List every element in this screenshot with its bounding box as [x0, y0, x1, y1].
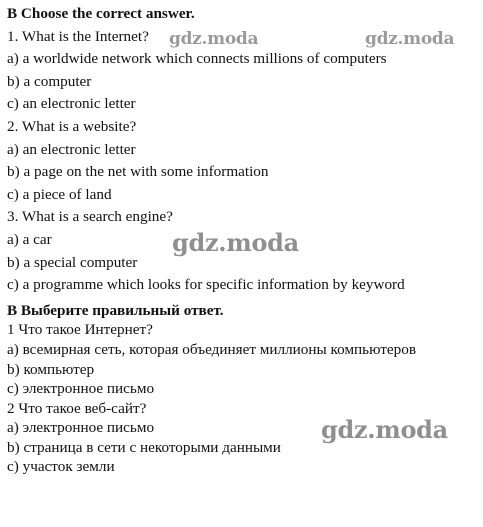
ru-question-2-option-c: c) участок земли: [7, 458, 115, 476]
english-heading: B Choose the correct answer.: [7, 5, 195, 22]
question-2-option-a: a) an electronic letter: [7, 140, 136, 158]
russian-exercise: [7, 301, 477, 477]
ru-question-2-option-a: a) электронное письмо: [7, 419, 155, 437]
ru-question-2: 2 Что такое веб-сайт?: [7, 399, 147, 417]
question-2-option-b: b) a page on the net with some information: [7, 163, 269, 181]
ru-question-2-option-b: b) страница в сети с некоторыми данными: [7, 438, 281, 456]
question-2: 2. What is a website?: [7, 117, 137, 135]
ru-question-1-option-c: c) электронное письмо: [7, 380, 155, 398]
question-3-option-b: b) a special computer: [7, 253, 138, 271]
question-3-option-c: c) a programme which looks for specific information by keyword: [7, 276, 405, 294]
ru-question-1: 1 Что такое Интернет?: [7, 321, 153, 339]
ru-question-1-option-a: a) всемирная сеть, которая объединяет миллионы компьютеров: [7, 340, 416, 358]
watermark-1: gdz.moda: [169, 29, 259, 49]
question-1: 1. What is the Internet?: [7, 27, 149, 45]
watermark-4: gdz.moda: [321, 415, 448, 444]
watermark-2: gdz.moda: [365, 29, 455, 49]
question-1-option-c: c) an electronic letter: [7, 95, 136, 113]
question-1-option-b: b) a computer: [7, 72, 92, 90]
question-3: 3. What is a search engine?: [7, 208, 173, 226]
question-3-option-a: a) a car: [7, 230, 52, 248]
question-2-option-c: c) a piece of land: [7, 185, 112, 203]
russian-heading: B Выберите правильный ответ.: [7, 301, 224, 319]
question-1-option-a: a) a worldwide network which connects millions of computers: [7, 50, 387, 68]
ru-question-1-option-b: b) компьютер: [7, 360, 95, 378]
watermark-3: gdz.moda: [172, 228, 299, 257]
